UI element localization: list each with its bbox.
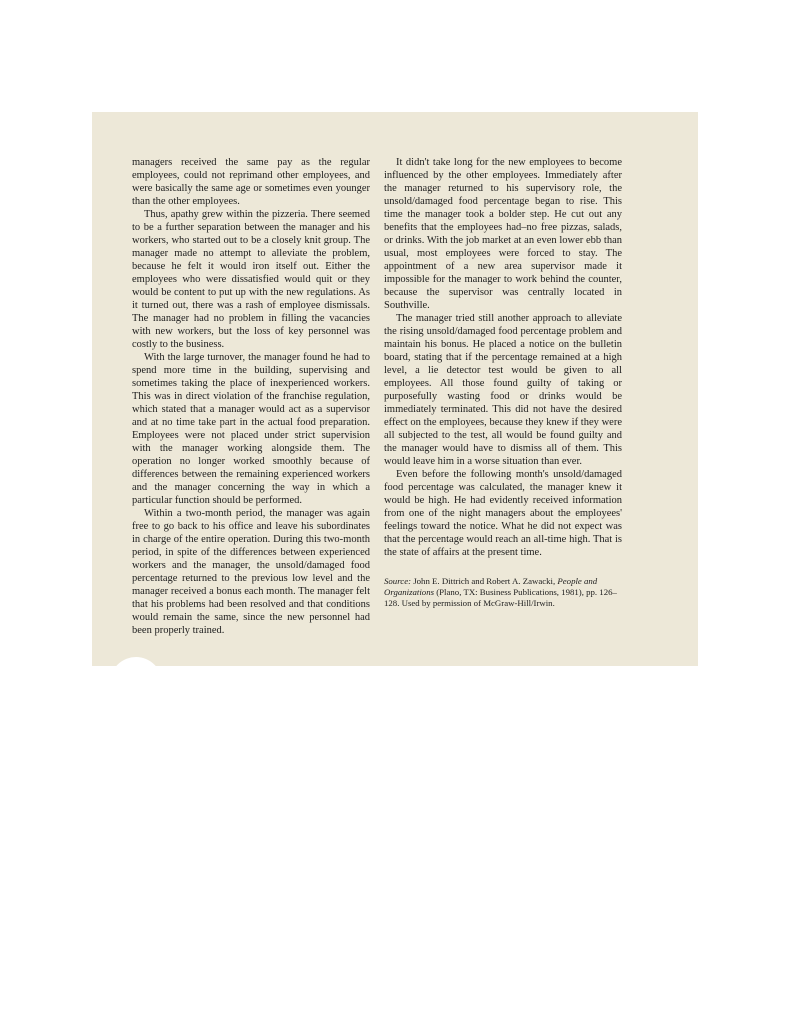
source-details: (Plano, TX: Business Publications, 1981), pp. 126–128. Used by permission of McGraw-Hill/Irwin. bbox=[384, 587, 617, 608]
source-citation bbox=[384, 576, 622, 609]
paragraph: Thus, apathy grew within the pizzeria. There seemed to be a further separation between the manager and his workers, who started out to be a closely knit group. The manager made no attempt to alleviate the problem, because he felt it would iron itself out. Either the employees who were dissatisfied would quit or they would be content to put up with the new regulations. As it turned out, there was a rash of employee dismissals. The manager had no problem in filling the vacancies with new workers, but the loss of key personnel was costly to the business. bbox=[132, 209, 370, 350]
paragraph: With the large turnover, the manager found he had to spend more time in the building, supervising and sometimes taking the place of inexperienced workers. This was in direct violation of the franchise regulation, which stated that a manager would act as a supervisor and at no time take part in the actual food preparation. Employees were not placed under strict supervision with the manager working alongside them. The operation no longer worked smoothly because of differences between the remaining experienced workers and the manager concerning the way in which a particular function should be performed. bbox=[132, 352, 370, 506]
right-column bbox=[384, 156, 622, 609]
source-authors: John E. Dittrich and Robert A. Zawacki, bbox=[413, 576, 556, 586]
paragraph: Within a two-month period, the manager was again free to go back to his office and leave his subordinates in charge of the entire operation. During this two-month period, in spite of the differences between experienced workers and the manager, the unsold/damaged food percentage returned to the previous low level and the manager received a bonus each month. The manager felt that his problems had been resolved and that conditions would remain the same, since the new personnel had been properly trained. bbox=[132, 508, 370, 636]
source-label: Source: bbox=[384, 576, 412, 586]
paragraph: Even before the following month's unsold/damaged food percentage was calculated, the manager knew it would be high. He had evidently received information from one of the night managers about the employees' feelings toward the notice. What he did not expect was that the percentage would reach an all-time high. That is the state of affairs at the present time. bbox=[384, 469, 622, 558]
paragraph: managers received the same pay as the regular employees, could not reprimand other employees, and were basically the same age or sometimes even younger than the other employees. bbox=[132, 157, 370, 207]
paragraph: The manager tried still another approach to alleviate the rising unsold/damaged food percentage problem and maintain his bonus. He placed a notice on the bulletin board, stating that if the percentage remained at a high level, a lie detector test would be given to all employees. All those found guilty of taking or purposefully wasting food or drinks would be immediately terminated. This did not have the desired effect on the employees, because they knew if they were all subjected to the test, all would be found guilty and the manager would have to dismiss all of them. This would leave him in a worse situation than ever. bbox=[384, 313, 622, 467]
paragraph: It didn't take long for the new employees to become influenced by the other employees. Immediately after the manager returned to his supervisory role, the unsold/damaged food percentage began to rise. This time the manager took a bolder step. He cut out any benefits that the employees had–no free pizzas, salads, or drinks. With the job market at an even lower ebb than usual, most employees were forced to stay. The appointment of a new area supervisor made it impossible for the manager to work behind the counter, because the supervisor was centrally located in Southville. bbox=[384, 157, 622, 311]
page-tab-decoration bbox=[110, 657, 162, 666]
source-book-title: People and Organizations bbox=[384, 576, 598, 597]
left-column bbox=[132, 156, 370, 637]
page-panel bbox=[92, 112, 698, 666]
